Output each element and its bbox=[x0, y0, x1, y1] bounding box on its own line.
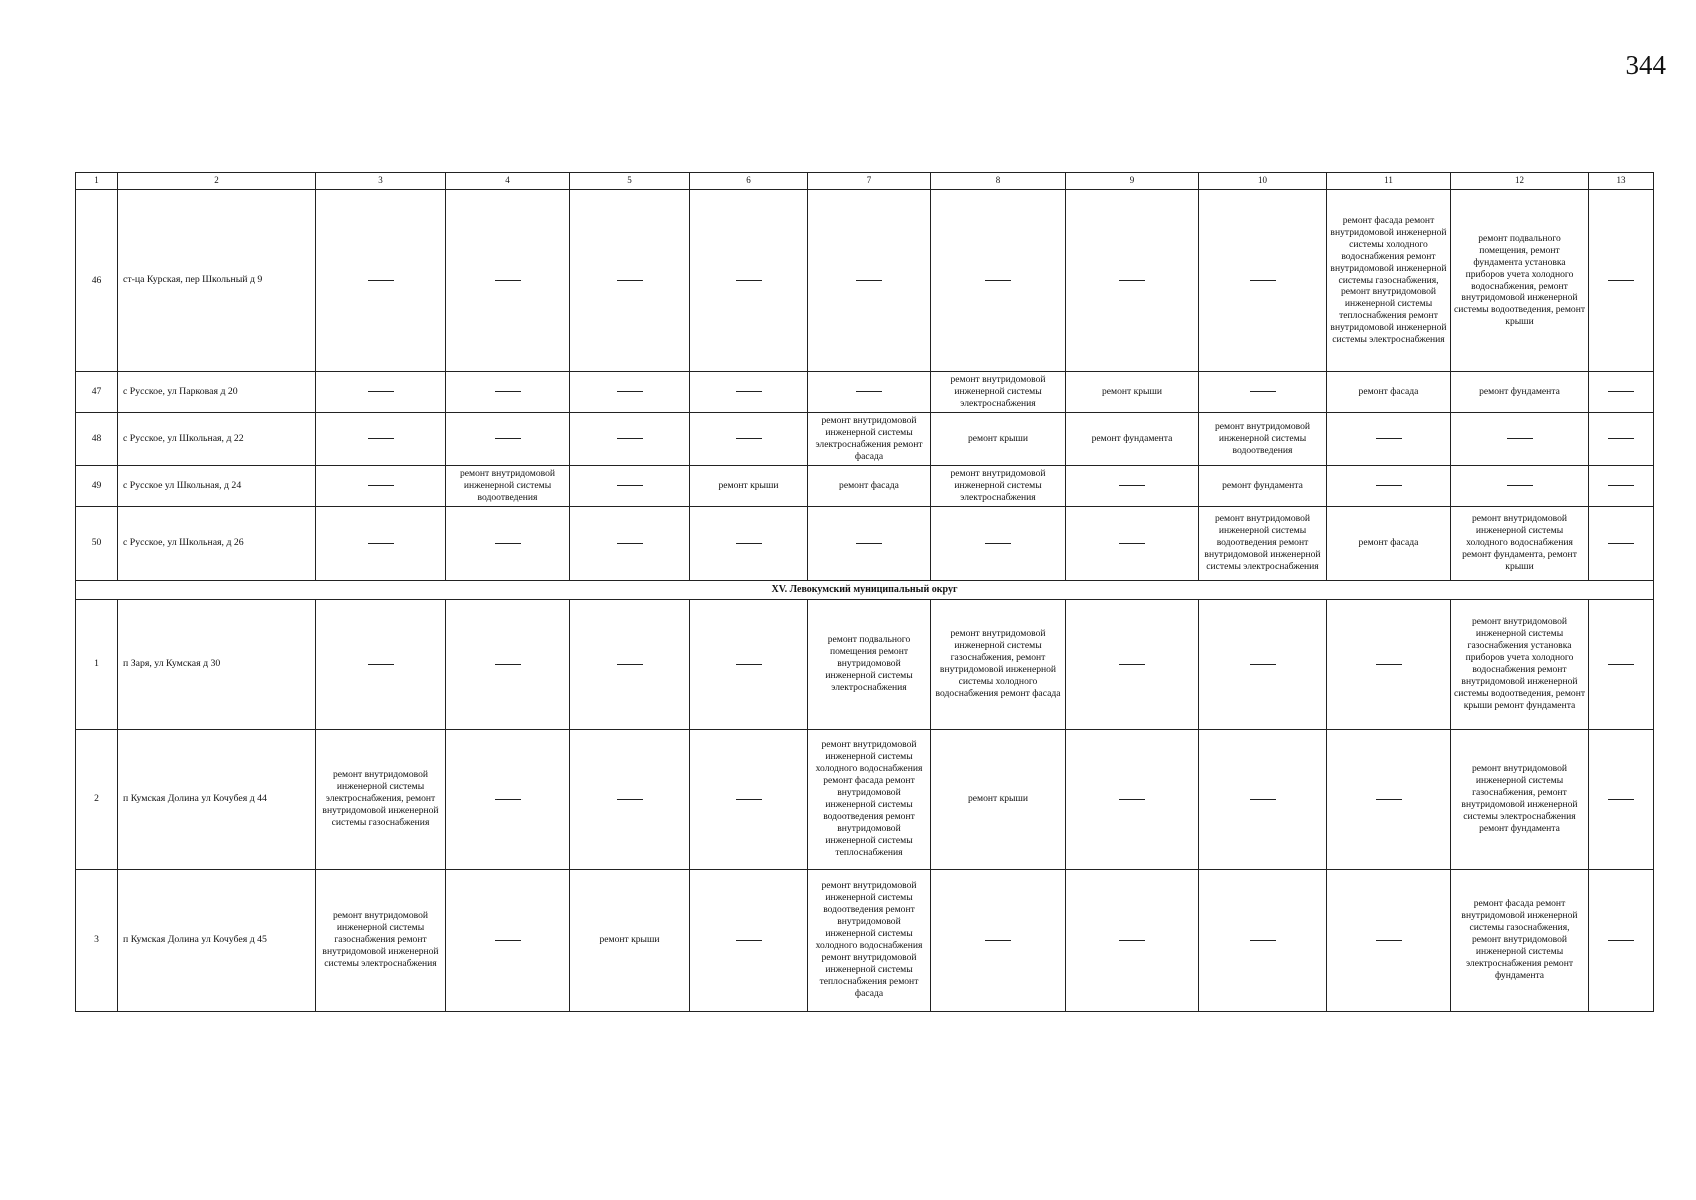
dash-mark bbox=[736, 664, 762, 665]
work-cell bbox=[446, 412, 570, 465]
work-cell bbox=[446, 729, 570, 869]
work-cell bbox=[446, 372, 570, 413]
row-number: 1 bbox=[76, 599, 118, 729]
work-cell: ремонт фасада bbox=[1327, 506, 1451, 580]
work-cell: ремонт внутридомовой инженерной системы электроснабжения, ремонт внутридомовой инженерной системы газоснабжения bbox=[316, 729, 446, 869]
column-header: 1 bbox=[76, 173, 118, 190]
dash-mark bbox=[1608, 543, 1634, 544]
work-cell bbox=[1589, 869, 1654, 1011]
column-header: 7 bbox=[808, 173, 931, 190]
dash-mark bbox=[1250, 280, 1276, 281]
address-cell: с Русское, ул Парковая д 20 bbox=[118, 372, 316, 413]
row-number: 3 bbox=[76, 869, 118, 1011]
page-number: 344 bbox=[1625, 50, 1666, 80]
dash-mark bbox=[985, 543, 1011, 544]
dash-mark bbox=[1376, 485, 1402, 486]
work-cell: ремонт внутридомовой инженерной системы газоснабжения, ремонт внутридомовой инженерной системы электроснабжения ремонт фундамента bbox=[1451, 729, 1589, 869]
dash-mark bbox=[1608, 485, 1634, 486]
column-header: 12 bbox=[1451, 173, 1589, 190]
work-cell: ремонт внутридомовой инженерной системы холодного водоснабжения ремонт фундамента, ремонт крыши bbox=[1451, 506, 1589, 580]
column-header: 10 bbox=[1199, 173, 1327, 190]
work-cell bbox=[1589, 190, 1654, 372]
dash-mark bbox=[1376, 438, 1402, 439]
work-cell bbox=[1066, 729, 1199, 869]
row-number: 2 bbox=[76, 729, 118, 869]
dash-mark bbox=[617, 391, 643, 392]
dash-mark bbox=[736, 940, 762, 941]
dash-mark bbox=[495, 438, 521, 439]
dash-mark bbox=[736, 799, 762, 800]
work-cell bbox=[1589, 465, 1654, 506]
work-cell bbox=[1451, 465, 1589, 506]
dash-mark bbox=[985, 940, 1011, 941]
row-number: 47 bbox=[76, 372, 118, 413]
work-cell bbox=[931, 190, 1066, 372]
work-cell: ремонт крыши bbox=[690, 465, 808, 506]
dash-mark bbox=[736, 543, 762, 544]
dash-mark bbox=[617, 543, 643, 544]
dash-mark bbox=[1250, 391, 1276, 392]
table-row bbox=[76, 190, 1654, 372]
work-cell bbox=[316, 599, 446, 729]
dash-mark bbox=[1119, 940, 1145, 941]
work-cell bbox=[690, 869, 808, 1011]
table-row bbox=[76, 869, 1654, 1011]
dash-mark bbox=[1507, 438, 1533, 439]
address-cell: п Кумская Долина ул Кочубея д 45 bbox=[118, 869, 316, 1011]
dash-mark bbox=[368, 543, 394, 544]
work-cell bbox=[316, 412, 446, 465]
dash-mark bbox=[495, 280, 521, 281]
column-header: 5 bbox=[570, 173, 690, 190]
address-cell: с Русское, ул Школьная, д 26 bbox=[118, 506, 316, 580]
dash-mark bbox=[617, 485, 643, 486]
work-cell: ремонт внутридомовой инженерной системы электроснабжения bbox=[931, 372, 1066, 413]
dash-mark bbox=[617, 438, 643, 439]
work-cell bbox=[316, 190, 446, 372]
dash-mark bbox=[856, 391, 882, 392]
dash-mark bbox=[495, 940, 521, 941]
work-cell: ремонт внутридомовой инженерной системы водоотведения bbox=[1199, 412, 1327, 465]
column-header: 13 bbox=[1589, 173, 1654, 190]
dash-mark bbox=[1608, 799, 1634, 800]
column-header: 8 bbox=[931, 173, 1066, 190]
table-row bbox=[76, 372, 1654, 413]
table-row bbox=[76, 412, 1654, 465]
work-cell bbox=[570, 729, 690, 869]
dash-mark bbox=[368, 438, 394, 439]
work-cell bbox=[808, 190, 931, 372]
work-cell: ремонт внутридомовой инженерной системы электроснабжения ремонт фасада bbox=[808, 412, 931, 465]
work-cell: ремонт подвального помещения, ремонт фундамента установка приборов учета холодного водоснабжения, ремонт внутридомовой инженерной системы водоотведения, ремонт крыши bbox=[1451, 190, 1589, 372]
work-cell bbox=[1199, 190, 1327, 372]
work-cell bbox=[1327, 729, 1451, 869]
work-cell bbox=[1589, 412, 1654, 465]
work-cell bbox=[316, 506, 446, 580]
work-cell bbox=[570, 465, 690, 506]
work-cell bbox=[570, 412, 690, 465]
dash-mark bbox=[1608, 664, 1634, 665]
work-cell bbox=[1327, 599, 1451, 729]
work-cell: ремонт крыши bbox=[570, 869, 690, 1011]
work-cell: ремонт внутридомовой инженерной системы водоотведения ремонт внутридомовой инженерной системы электроснабжения bbox=[1199, 506, 1327, 580]
dash-mark bbox=[1376, 799, 1402, 800]
dash-mark bbox=[1376, 664, 1402, 665]
row-number: 49 bbox=[76, 465, 118, 506]
dash-mark bbox=[1119, 485, 1145, 486]
work-cell: ремонт крыши bbox=[931, 412, 1066, 465]
table-row bbox=[76, 506, 1654, 580]
work-cell bbox=[570, 506, 690, 580]
work-cell bbox=[1066, 506, 1199, 580]
dash-mark bbox=[495, 543, 521, 544]
dash-mark bbox=[1608, 280, 1634, 281]
dash-mark bbox=[1250, 799, 1276, 800]
dash-mark bbox=[1250, 940, 1276, 941]
work-cell bbox=[1066, 599, 1199, 729]
dash-mark bbox=[736, 280, 762, 281]
work-cell: ремонт внутридомовой инженерной системы газоснабжения установка приборов учета холодного водоснабжения ремонт внутридомовой инженерной системы водоотведения, ремонт крыши ремонт фундамента bbox=[1451, 599, 1589, 729]
work-cell bbox=[446, 869, 570, 1011]
work-cell bbox=[1589, 372, 1654, 413]
work-cell bbox=[690, 599, 808, 729]
work-cell bbox=[316, 465, 446, 506]
header-row bbox=[76, 173, 1654, 190]
work-cell bbox=[690, 506, 808, 580]
work-cell bbox=[690, 372, 808, 413]
work-cell bbox=[1589, 599, 1654, 729]
work-cell bbox=[1199, 372, 1327, 413]
work-cell bbox=[808, 372, 931, 413]
section-title: XV. Левокумский муниципальный округ bbox=[76, 580, 1654, 599]
table-row bbox=[76, 599, 1654, 729]
address-cell: с Русское, ул Школьная, д 22 bbox=[118, 412, 316, 465]
dash-mark bbox=[617, 664, 643, 665]
work-cell: ремонт фундамента bbox=[1199, 465, 1327, 506]
work-cell: ремонт крыши bbox=[1066, 372, 1199, 413]
work-cell: ремонт фасада ремонт внутридомовой инженерной системы газоснабжения, ремонт внутридомовой инженерной системы электроснабжения ремонт фундамента bbox=[1451, 869, 1589, 1011]
dash-mark bbox=[736, 438, 762, 439]
work-cell bbox=[808, 506, 931, 580]
work-cell bbox=[316, 372, 446, 413]
work-cell: ремонт крыши bbox=[931, 729, 1066, 869]
work-cell bbox=[446, 506, 570, 580]
dash-mark bbox=[368, 485, 394, 486]
work-cell bbox=[931, 869, 1066, 1011]
work-cell: ремонт внутридомовой инженерной системы водоотведения bbox=[446, 465, 570, 506]
dash-mark bbox=[1250, 664, 1276, 665]
work-cell bbox=[1199, 729, 1327, 869]
work-cell: ремонт внутридомовой инженерной системы водоотведения ремонт внутридомовой инженерной системы холодного водоснабжения ремонт внутридомовой инженерной системы теплоснабжения ремонт фасада bbox=[808, 869, 931, 1011]
section-row bbox=[76, 580, 1654, 599]
column-header: 9 bbox=[1066, 173, 1199, 190]
work-cell bbox=[1066, 190, 1199, 372]
work-cell bbox=[446, 190, 570, 372]
work-cell: ремонт внутридомовой инженерной системы газоснабжения, ремонт внутридомовой инженерной системы холодного водоснабжения ремонт фасада bbox=[931, 599, 1066, 729]
dash-mark bbox=[1119, 543, 1145, 544]
work-cell bbox=[1451, 412, 1589, 465]
dash-mark bbox=[1119, 799, 1145, 800]
dash-mark bbox=[985, 280, 1011, 281]
address-cell: п Кумская Долина ул Кочубея д 44 bbox=[118, 729, 316, 869]
work-cell bbox=[690, 412, 808, 465]
repair-schedule-table bbox=[75, 172, 1654, 1012]
work-cell: ремонт фасада bbox=[808, 465, 931, 506]
work-cell bbox=[1199, 869, 1327, 1011]
work-cell bbox=[690, 190, 808, 372]
dash-mark bbox=[1119, 664, 1145, 665]
work-cell bbox=[1066, 465, 1199, 506]
work-cell bbox=[1327, 869, 1451, 1011]
dash-mark bbox=[1376, 940, 1402, 941]
table-row bbox=[76, 729, 1654, 869]
dash-mark bbox=[1119, 280, 1145, 281]
column-header: 11 bbox=[1327, 173, 1451, 190]
work-cell bbox=[570, 190, 690, 372]
work-cell bbox=[1327, 465, 1451, 506]
row-number: 50 bbox=[76, 506, 118, 580]
dash-mark bbox=[736, 391, 762, 392]
table-row bbox=[76, 465, 1654, 506]
dash-mark bbox=[495, 799, 521, 800]
work-cell: ремонт фундамента bbox=[1066, 412, 1199, 465]
dash-mark bbox=[1608, 438, 1634, 439]
dash-mark bbox=[368, 280, 394, 281]
address-cell: ст-ца Курская, пер Школьный д 9 bbox=[118, 190, 316, 372]
work-cell: ремонт внутридомовой инженерной системы газоснабжения ремонт внутридомовой инженерной системы электроснабжения bbox=[316, 869, 446, 1011]
column-header: 3 bbox=[316, 173, 446, 190]
dash-mark bbox=[368, 391, 394, 392]
dash-mark bbox=[495, 664, 521, 665]
work-cell bbox=[1066, 869, 1199, 1011]
work-cell bbox=[931, 506, 1066, 580]
dash-mark bbox=[617, 799, 643, 800]
address-cell: с Русское ул Школьная, д 24 bbox=[118, 465, 316, 506]
work-cell: ремонт подвального помещения ремонт внутридомовой инженерной системы электроснабжения bbox=[808, 599, 931, 729]
column-header: 6 bbox=[690, 173, 808, 190]
dash-mark bbox=[1608, 940, 1634, 941]
work-cell bbox=[1199, 599, 1327, 729]
work-cell: ремонт фундамента bbox=[1451, 372, 1589, 413]
work-cell bbox=[570, 599, 690, 729]
row-number: 46 bbox=[76, 190, 118, 372]
dash-mark bbox=[617, 280, 643, 281]
work-cell bbox=[1589, 506, 1654, 580]
work-cell bbox=[1327, 412, 1451, 465]
work-cell bbox=[570, 372, 690, 413]
work-cell: ремонт фасада bbox=[1327, 372, 1451, 413]
dash-mark bbox=[856, 543, 882, 544]
work-cell bbox=[446, 599, 570, 729]
dash-mark bbox=[368, 664, 394, 665]
address-cell: п Заря, ул Кумская д 30 bbox=[118, 599, 316, 729]
work-cell bbox=[1589, 729, 1654, 869]
work-cell: ремонт внутридомовой инженерной системы электроснабжения bbox=[931, 465, 1066, 506]
row-number: 48 bbox=[76, 412, 118, 465]
dash-mark bbox=[1608, 391, 1634, 392]
dash-mark bbox=[856, 280, 882, 281]
dash-mark bbox=[495, 391, 521, 392]
work-cell: ремонт фасада ремонт внутридомовой инженерной системы холодного водоснабжения ремонт внутридомовой инженерной системы газоснабжения, ремонт внутридомовой инженерной системы теплоснабжения ремонт внутридомовой инженерной системы электроснабжения bbox=[1327, 190, 1451, 372]
dash-mark bbox=[1507, 485, 1533, 486]
work-cell bbox=[690, 729, 808, 869]
column-header: 4 bbox=[446, 173, 570, 190]
work-cell: ремонт внутридомовой инженерной системы холодного водоснабжения ремонт фасада ремонт внутридомовой инженерной системы водоотведения ремонт внутридомовой инженерной системы теплоснабжения bbox=[808, 729, 931, 869]
column-header: 2 bbox=[118, 173, 316, 190]
